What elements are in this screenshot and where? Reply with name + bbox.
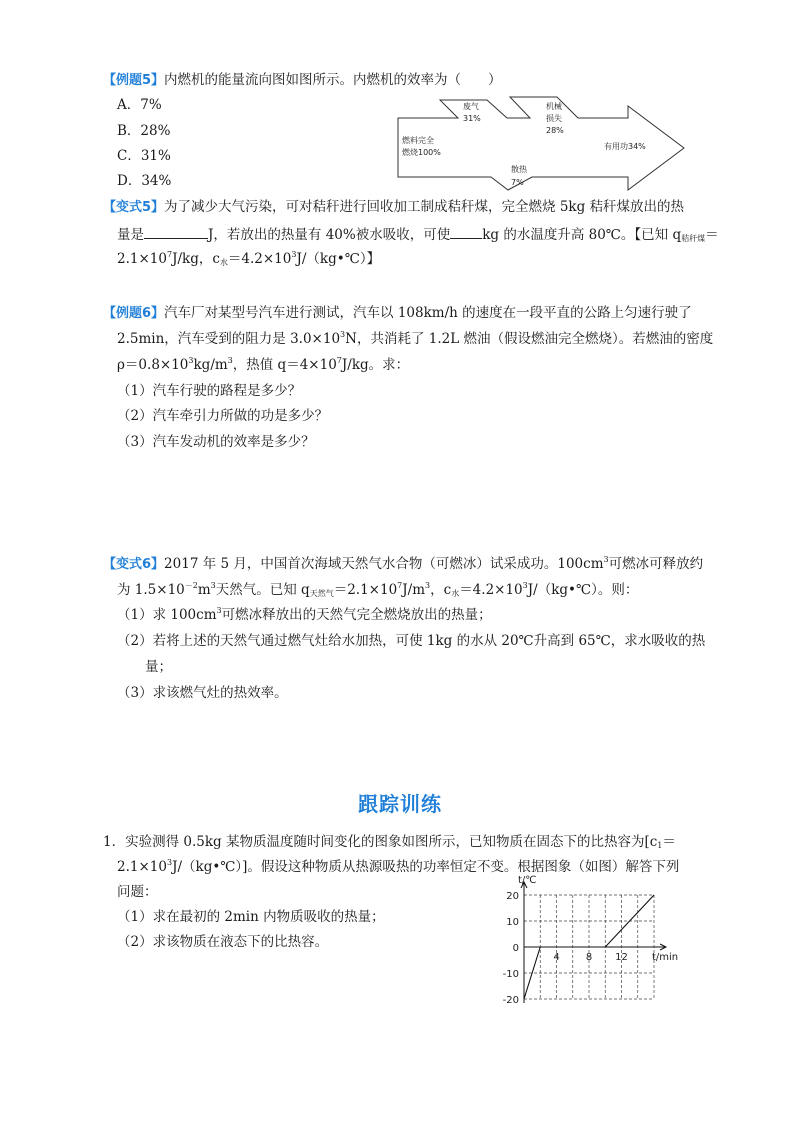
variant6-exp1: 3 — [603, 555, 609, 564]
example6-exp2: 3 — [188, 356, 194, 365]
problem1-line3: 问题： — [117, 884, 158, 900]
option-b: B．28% — [117, 123, 171, 139]
variant5-sub-straw: 秸秆煤 — [681, 234, 706, 243]
answer-blank-heat[interactable] — [144, 224, 208, 239]
variant5-text3d: J/（kg•℃）】 — [296, 251, 381, 267]
example5-question-text: 内燃机的能量流向图如图所示。内燃机的效率为（ ） — [164, 72, 502, 88]
example6-text3b: kg/m — [193, 357, 228, 373]
example6-line3 — [117, 356, 409, 374]
x-tick-label: 12 — [615, 952, 628, 963]
variant6-text2c: 天然气。已知 q — [215, 582, 310, 598]
example6-line1 — [103, 304, 692, 323]
example6-text2a: 2.5min，汽车受到的阻力是 3.0×10 — [117, 331, 341, 347]
example6-tag: 【例题6】 — [103, 306, 165, 321]
chart-x-axis-label: t/min — [652, 952, 679, 963]
variant6-q1b: 可燃冰释放出的天然气完全燃烧放出的热量； — [221, 607, 492, 623]
variant6-sub-gas: 天然气 — [309, 589, 334, 598]
option-d: D．34% — [117, 173, 172, 189]
variant6-text2g: ＝4.2×10 — [459, 582, 523, 598]
variant6-sub-water: 水 — [451, 589, 460, 598]
energy-flow-diagram — [360, 92, 690, 194]
diagram-heat-value: 7% — [511, 178, 524, 187]
y-tick-label: 10 — [506, 917, 519, 928]
example6-exp1: 3 — [340, 330, 346, 339]
example6-text2b: N，共消耗了 1.2L 燃油（假设燃油完全燃烧）。若燃油的密度 — [345, 331, 714, 347]
variant6-exp6: 3 — [522, 581, 528, 590]
variant6-q2-line2: 量； — [145, 659, 172, 675]
diagram-mechanical-value: 28% — [546, 126, 564, 135]
diagram-exhaust-label: 废气 — [463, 102, 479, 111]
diagram-exhaust-value: 31% — [463, 114, 481, 123]
chart-axes — [521, 882, 666, 1003]
variant5-text2a: 量是 — [117, 227, 144, 243]
problem1-sub: 1 — [657, 841, 663, 850]
option-c: C．31% — [117, 148, 171, 164]
example6-text3a: ρ＝0.8×10 — [117, 357, 189, 373]
diagram-mechanical-label2: 损失 — [546, 114, 562, 123]
problem1-line1 — [103, 833, 676, 851]
variant5-text1: 为了减少大气污染，可对秸秆进行回收加工制成秸秆煤，完全燃烧 5kg 秸秆煤放出的热 — [164, 199, 685, 215]
variant6-text1a: 2017 年 5 月，中国首次海域天然气水合物（可燃冰）试采成功。100cm — [164, 556, 604, 572]
problem1-q2: （2）求该物质在液态下的比热容。 — [117, 934, 329, 950]
variant6-q1 — [117, 606, 492, 624]
problem1-text2a: 2.1×10 — [117, 859, 167, 875]
variant5-text3b: J/kg，c — [172, 251, 220, 267]
example6-q3: （3）汽车发动机的效率是多少？ — [117, 434, 315, 450]
example6-q1: （1）汽车行驶的路程是多少？ — [117, 383, 302, 399]
variant5-tag: 【变式5】 — [103, 200, 165, 215]
y-tick-label: 20 — [506, 891, 519, 902]
example6-exp3: 3 — [227, 356, 233, 365]
variant5-text3c: ＝4.2×10 — [227, 251, 292, 267]
variant5-text2b: J，若放出的热量有 40%被水吸收，可使 — [208, 227, 451, 243]
variant6-q1-exp: 3 — [216, 606, 222, 615]
problem1-text1: 1．实验测得 0.5kg 某物质温度随时间变化的图象如图所示，已知物质在固态下的比热容为[c — [103, 834, 658, 850]
variant6-exp2: －2 — [184, 581, 198, 590]
variant6-text1b: 可燃冰可释放约 — [608, 556, 704, 572]
section-title: 跟踪训练 — [358, 792, 442, 816]
example6-text3c: ，热值 q＝4×10 — [232, 357, 337, 373]
variant6-q2-line1: （2）若将上述的天然气通过燃气灶给水加热，可使 1kg 的水从 20℃升高到 65℃，求水吸收的热 — [117, 633, 706, 649]
variant6-text2b: m — [197, 582, 211, 598]
temperature-time-chart — [486, 870, 696, 1016]
variant6-tag: 【变式6】 — [103, 557, 165, 572]
y-tick-label: 0 — [512, 943, 519, 954]
problem1-q1: （1）求在最初的 2min 内物质吸收的热量； — [117, 909, 385, 925]
x-tick-label: 8 — [585, 952, 593, 963]
example6-text1: 汽车厂对某型号汽车进行测试，汽车以 108km/h 的速度在一段平直的公路上匀速行驶了 — [164, 305, 692, 321]
variant5-line1 — [103, 198, 684, 217]
example5-question — [103, 71, 502, 90]
chart-ticks — [503, 891, 628, 1006]
variant6-q3: （3）求该燃气灶的热效率。 — [117, 685, 288, 701]
variant5-text2c: kg 的水温度升高 80℃。【已知 q — [482, 227, 682, 243]
variant6-line1 — [103, 555, 703, 574]
variant5-line2 — [117, 224, 719, 244]
y-tick-label: -20 — [502, 995, 519, 1006]
diagram-input-line1: 燃料完全 — [402, 136, 434, 145]
variant6-exp4: 7 — [397, 581, 403, 590]
x-tick-label: 4 — [553, 952, 560, 963]
variant5-exp2: 3 — [291, 250, 297, 259]
example5-tag: 【例题5】 — [103, 73, 165, 88]
option-a: A．7% — [117, 97, 162, 113]
example6-text3d: J/kg。求： — [341, 357, 410, 373]
variant6-exp5: 3 — [425, 581, 431, 590]
chart-y-axis-label: t/℃ — [518, 875, 537, 886]
diagram-heat-label: 散热 — [511, 165, 527, 174]
example6-exp4: 7 — [336, 356, 342, 365]
example6-line2 — [117, 330, 713, 348]
example6-q2: （2）汽车牵引力所做的功是多少？ — [117, 408, 329, 424]
variant6-exp3: 3 — [210, 581, 216, 590]
variant5-text2d: ＝ — [705, 227, 719, 243]
variant5-text3a: 2.1×10 — [117, 251, 167, 267]
variant6-text2f: ，c — [430, 582, 452, 598]
problem1-exp: 3 — [166, 858, 173, 867]
answer-blank-mass[interactable] — [450, 224, 482, 239]
diagram-useful-work: 有用功34% — [604, 142, 646, 151]
variant5-exp1: 7 — [166, 250, 173, 259]
variant6-text2e: J/m — [402, 582, 426, 598]
diagram-input-line2: 燃烧100% — [402, 148, 441, 157]
diagram-mechanical-label1: 机械 — [546, 102, 562, 111]
variant6-text2h: J/（kg•℃）。则： — [527, 582, 639, 598]
problem1-text1b: ＝ — [662, 834, 676, 850]
variant6-line2 — [117, 581, 638, 599]
variant6-q1a: （1）求 100cm — [117, 607, 217, 623]
y-tick-label: -10 — [502, 969, 519, 980]
problem1-text2b: J/（kg•℃）]。假设这种物质从热源吸热的功率恒定不变。根据图象（如图）解答下列 — [172, 859, 680, 875]
variant6-text2d: ＝2.1×10 — [333, 582, 398, 598]
variant5-line3 — [117, 250, 380, 268]
variant5-sub-water: 水 — [219, 258, 228, 267]
variant6-text2a: 为 1.5×10 — [117, 582, 185, 598]
